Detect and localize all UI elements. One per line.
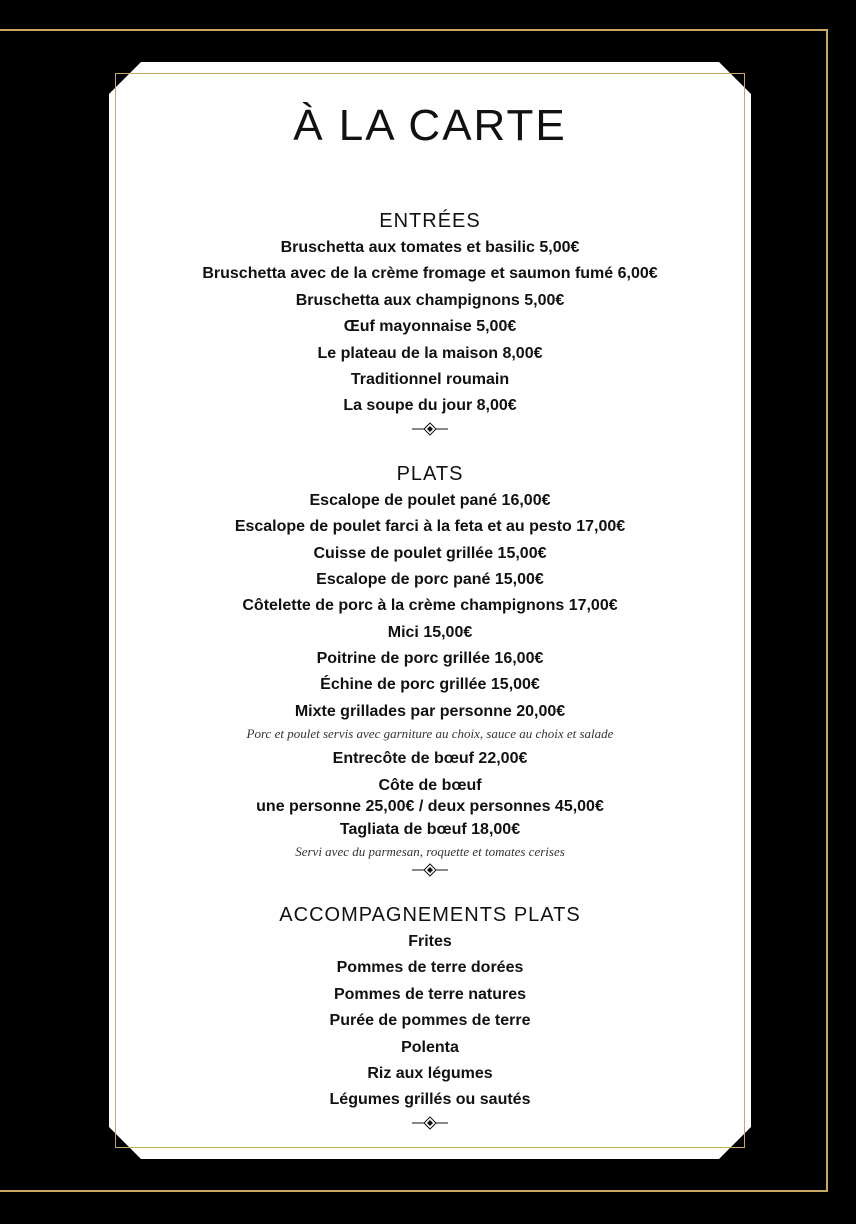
menu-item: Pommes de terre dorées	[336, 959, 524, 977]
section-plats	[109, 436, 751, 877]
diamond-ornament-icon	[410, 1116, 450, 1130]
menu-item: Mici 15,00€	[387, 623, 473, 641]
menu-item: La soupe du jour 8,00€	[343, 397, 517, 415]
menu-item: Le plateau de la maison 8,00€	[317, 344, 543, 362]
menu-item: Pommes de terre natures	[333, 985, 527, 1003]
menu-item: Traditionnel roumain	[350, 370, 510, 388]
section-heading-plats: PLATS	[396, 462, 464, 485]
diamond-ornament-icon	[410, 422, 450, 436]
menu-item: Escalope de poulet farci à la feta et au pesto 17,00€	[234, 518, 626, 536]
section-accompagnements	[109, 877, 751, 1130]
menu-item: Riz aux légumes	[367, 1064, 493, 1082]
menu-item: Cuisse de poulet grillée 15,00€	[313, 544, 547, 562]
section-entrees	[109, 154, 751, 436]
menu-item: Purée de pommes de terre	[329, 1012, 531, 1030]
menu-item: Entrecôte de bœuf 22,00€	[332, 750, 528, 768]
menu-item-line: une personne 25,00€ / deux personnes 45,00€	[256, 797, 604, 815]
menu-item: Côtelette de porc à la crème champignons 17,00€	[242, 597, 618, 615]
menu-item: Escalope de porc pané 15,00€	[316, 570, 544, 588]
item-note: Servi avec du parmesan, roquette et tomates cerises	[295, 844, 565, 860]
page-title: À LA CARTE	[293, 101, 567, 150]
menu-item: Tagliata de bœuf 18,00€	[339, 820, 521, 838]
menu-item: Poitrine de porc grillée 16,00€	[316, 650, 544, 668]
section-heading-entrees: ENTRÉES	[379, 210, 481, 232]
menu-item: Polenta	[401, 1038, 459, 1056]
diamond-ornament-icon	[410, 863, 450, 877]
item-note: Porc et poulet servis avec garniture au choix, sauce au choix et salade	[246, 726, 614, 742]
menu-item: Échine de porc grillée 15,00€	[320, 676, 540, 694]
menu-item: Bruschetta avec de la crème fromage et saumon fumé 6,00€	[202, 265, 658, 283]
menu-item: Bruschetta aux champignons 5,00€	[295, 291, 565, 309]
menu-item-cote-de-boeuf	[109, 773, 751, 817]
menu-item: Escalope de poulet pané 16,00€	[309, 491, 551, 509]
menu-item: Œuf mayonnaise 5,00€	[343, 318, 517, 336]
menu-item: Bruschetta aux tomates et basilic 5,00€	[280, 239, 580, 256]
menu-item: Mixte grillades par personne 20,00€	[294, 702, 566, 720]
section-heading-accompagnements: ACCOMPAGNEMENTS PLATS	[279, 904, 581, 927]
menu-item: Légumes grillés ou sautés	[329, 1091, 531, 1109]
menu-item: Frites	[408, 933, 452, 951]
menu-item-line: Côte de bœuf	[378, 776, 482, 794]
menu-content	[109, 62, 751, 1130]
